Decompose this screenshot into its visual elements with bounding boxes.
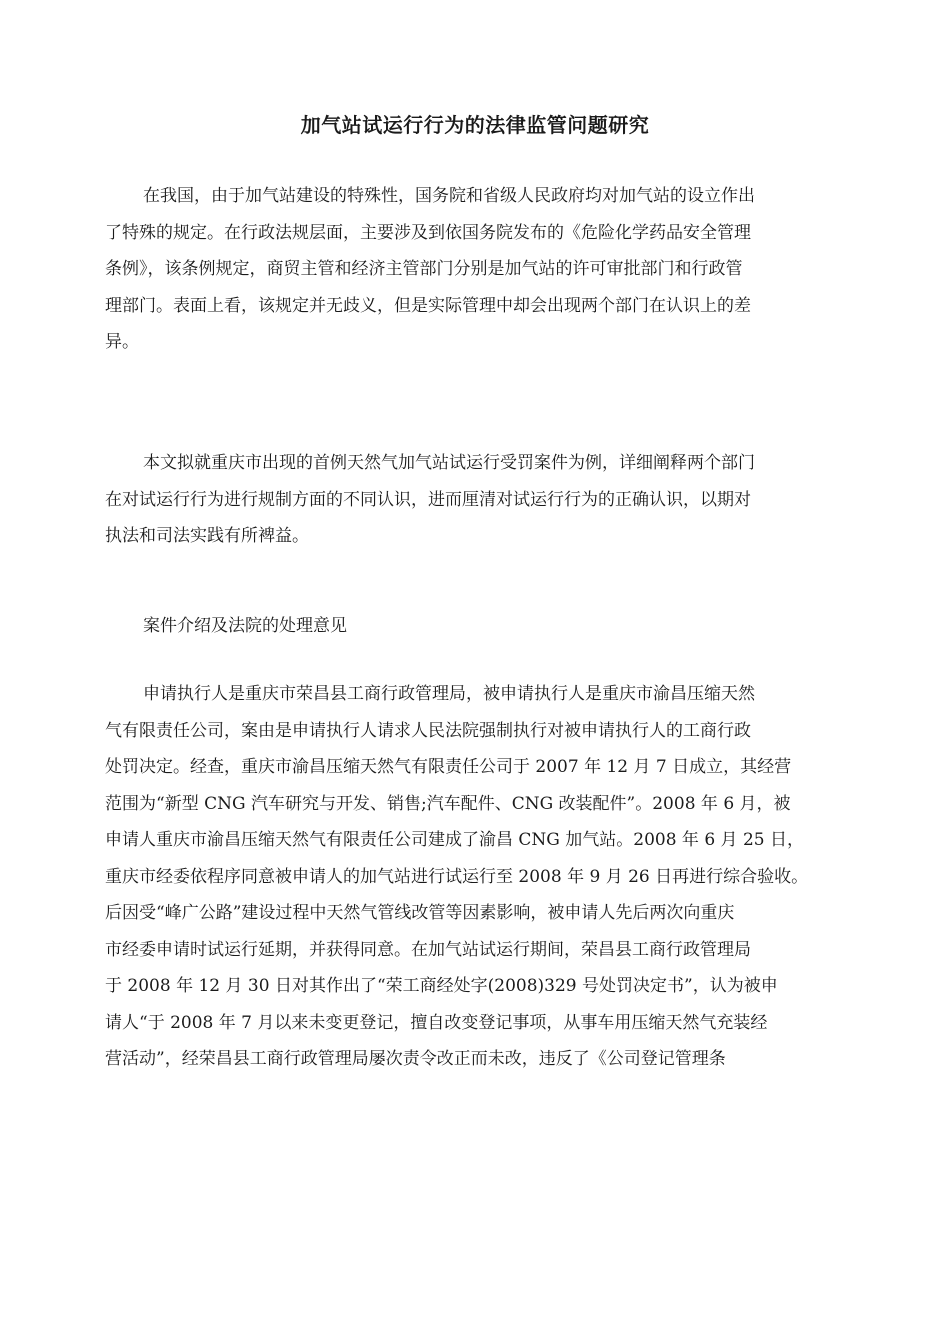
- paragraph-line: 在我国，由于加气站建设的特殊性，国务院和省级人民政府均对加气站的设立作出: [143, 186, 755, 206]
- section-heading-text: 案件介绍及法院的处理意见: [143, 616, 347, 636]
- paragraph-intro: [105, 178, 845, 361]
- paragraph-line: 气有限责任公司，案由是申请执行人请求人民法院强制执行对被申请执行人的工商行政: [105, 720, 751, 741]
- paragraph-line: 理部门。表面上看，该规定并无歧义，但是实际管理中却会出现两个部门在认识上的差: [105, 295, 751, 316]
- paragraph-line: 处罚决定。经查，重庆市渝昌压缩天然气有限责任公司于 2007 年 12 月 7 日成立，其经营: [105, 757, 792, 777]
- paragraph-line: 在对试运行行为进行规制方面的不同认识，进而厘清对试运行行为的正确认识，以期对: [105, 489, 751, 510]
- paragraph-line: 了特殊的规定。在行政法规层面，主要涉及到依国务院发布的《危险化学药品安全管理: [105, 222, 751, 243]
- paragraph-line: 条例》，该条例规定，商贸主管和经济主管部门分别是加气站的许可审批部门和行政管: [105, 259, 743, 279]
- document-title: 加气站试运行行为的法律监管问题研究: [300, 113, 650, 137]
- paragraph-line: 范围为“新型 CNG 汽车研究与开发、销售;汽车配件、CNG 改装配件”。2008 年 6 月，被: [105, 793, 791, 814]
- paragraph-case: [105, 676, 845, 1078]
- paragraph-line: 本文拟就重庆市出现的首例天然气加气站试运行受罚案件为例，详细阐释两个部门: [143, 453, 755, 473]
- paragraph-line: 后因受“峰广公路”建设过程中天然气管线改管等因素影响，被申请人先后两次向重庆: [105, 903, 735, 923]
- paragraph-line: 异。: [105, 332, 139, 352]
- section-heading: [105, 608, 845, 645]
- paragraph-line: 营活动”，经荣昌县工商行政管理局屡次责令改正而未改，违反了《公司登记管理条: [105, 1049, 726, 1069]
- paragraph-line: 申请人重庆市渝昌压缩天然气有限责任公司建成了渝昌 CNG 加气站。2008 年 6 月 25 日，: [105, 830, 804, 850]
- paragraph-line: 申请执行人是重庆市荣昌县工商行政管理局，被申请执行人是重庆市渝昌压缩天然: [143, 684, 755, 704]
- paragraph-line: 市经委申请时试运行延期，并获得同意。在加气站试运行期间，荣昌县工商行政管理局: [105, 939, 751, 960]
- paragraph-line: 执法和司法实践有所裨益。: [105, 526, 309, 546]
- paragraph-line: 重庆市经委依程序同意被申请人的加气站进行试运行至 2008 年 9 月 26 日再进行综合验收。: [105, 866, 809, 887]
- paragraph-line: 于 2008 年 12 月 30 日对其作出了“荣工商经处字(2008)329 号处罚决定书”，认为被申: [105, 976, 778, 996]
- paragraph-purpose: [105, 445, 845, 555]
- paragraph-line: 请人“于 2008 年 7 月以来未变更登记，擅自改变登记事项，从事车用压缩天然气充装经: [105, 1012, 768, 1033]
